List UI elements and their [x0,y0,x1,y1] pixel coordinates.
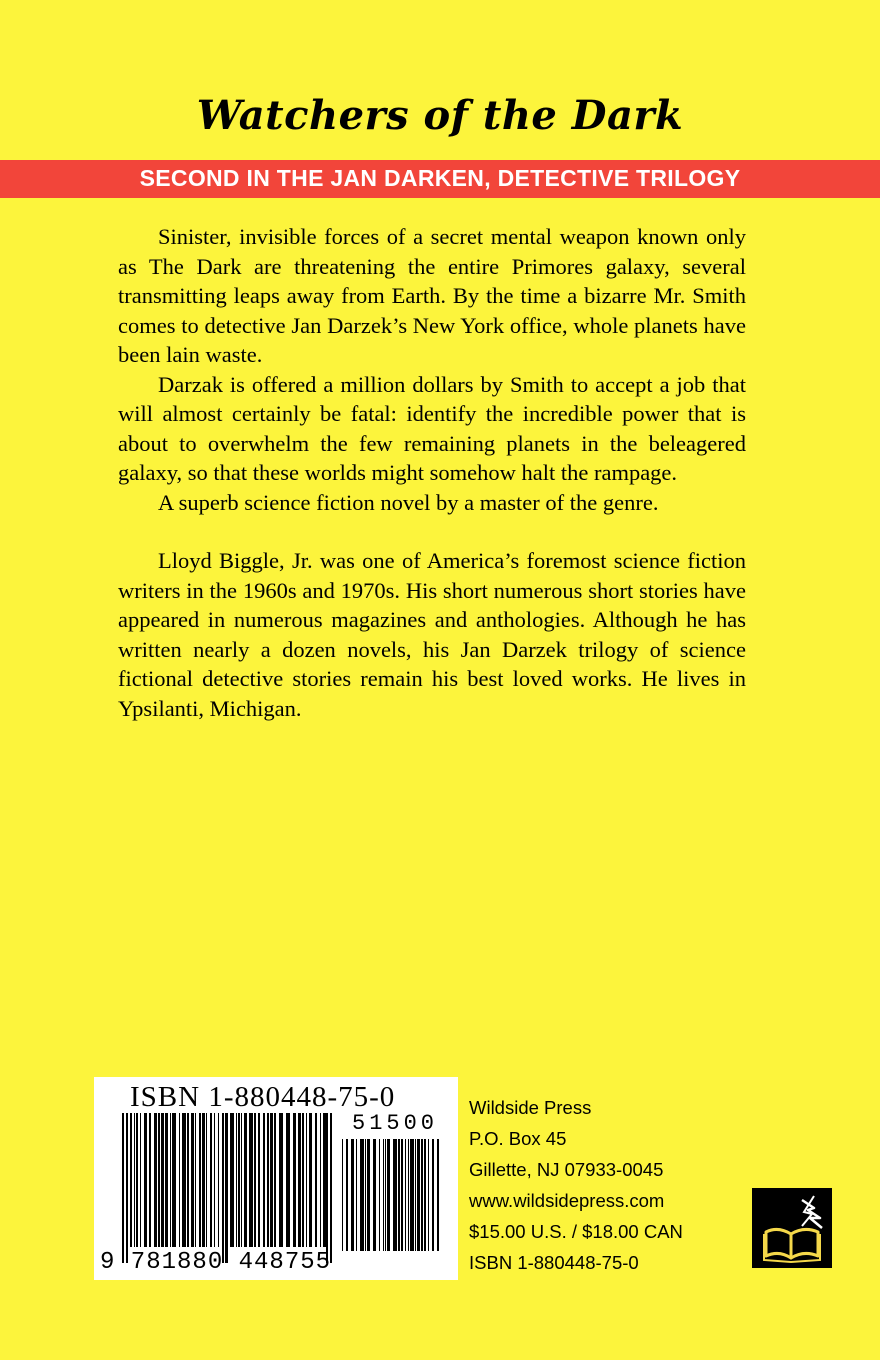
price: $15.00 U.S. / $18.00 CAN [469,1221,683,1242]
publisher-city: Gillette, NJ 07933-0045 [469,1159,664,1180]
barcode-panel [94,1077,458,1280]
ean-digits: 9 781880 448755 [100,1249,332,1276]
author-bio: Lloyd Biggle, Jr. was one of America’s foremost science fiction writers in the 1960s and 1970s. His short numerous short stories have appeared in numerous magazines and anthologies. Although he has written nearly a dozen novels, his Jan Darzek trilogy of science fictional detective stories remain his best loved works. He lives in Ypsilanti, Michigan. [118,548,746,721]
blurb [118,222,746,723]
book-title: Watchers of the Dark [196,92,684,139]
open-book-lightning-icon [752,1188,832,1268]
series-banner [0,160,880,198]
publisher-address: P.O. Box 45 [469,1128,567,1149]
blurb-paragraph: Sinister, invisible forces of a secret mental weapon known only as The Dark are threatening the entire Primores galaxy, several transmitting leaps away from Earth. By the time a bizarre Mr. Smith comes to detective Jan Darzek’s New York office, whole planets have been lain waste. [118,224,746,367]
publisher-name: Wildside Press [469,1097,592,1118]
price-addon-digits: 51500 [352,1111,439,1136]
publisher-info [469,1092,683,1278]
publisher-website: www.wildsidepress.com [469,1190,665,1211]
blurb-paragraph: A superb science fiction novel by a master of the genre. [158,489,659,515]
isbn-barcode-label: ISBN 1-880448-75-0 [130,1081,396,1113]
series-banner-text: SECOND IN THE JAN DARKEN, DETECTIVE TRILOGY [139,165,741,191]
blurb-paragraph: Darzak is offered a million dollars by Smith to accept a job that will almost certainly be fatal: identify the incredible power that is about to overwhelm the few remaining planets in the beleagered galaxy, so that these worlds might somehow halt the rampage. [118,371,746,485]
isbn: ISBN 1-880448-75-0 [469,1252,639,1273]
